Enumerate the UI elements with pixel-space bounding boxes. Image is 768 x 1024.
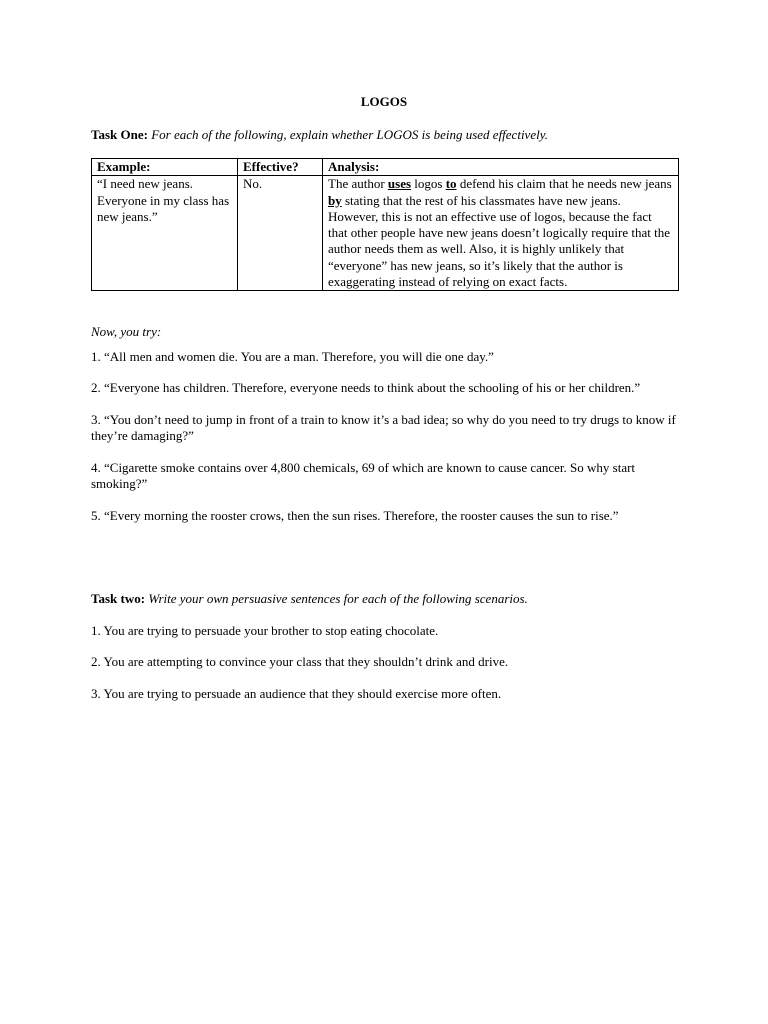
table-row (92, 176, 679, 291)
table-header-row (92, 159, 679, 176)
example-table (91, 158, 679, 291)
analysis-text: defend his claim that he needs new jeans (456, 176, 672, 192)
cell-example: “I need new jeans. Everyone in my class has new jeans.” (92, 176, 238, 291)
analysis-keyword-by: by (328, 192, 342, 208)
list-item: 5. “Every morning the rooster crows, then the sun rises. Therefore, the rooster causes the sun to rise.” (91, 508, 619, 523)
cell-analysis (323, 176, 679, 291)
task-one-instruction: For each of the following, explain whether LOGOS is being used effectively. (151, 127, 549, 142)
list-item: 2. You are attempting to convince your class that they shouldn’t drink and drive. (91, 654, 509, 669)
list-item: 3. You are trying to persuade an audience that they should exercise more often. (91, 686, 502, 701)
analysis-keyword-to: to (445, 176, 457, 192)
list-item: 1. You are trying to persuade your brother to stop eating chocolate. (91, 623, 439, 638)
task-two-instruction: Write your own persuasive sentences for each of the following scenarios. (148, 591, 528, 606)
cell-effective: No. (238, 176, 323, 291)
task-two-heading (91, 591, 528, 607)
page-title: LOGOS (360, 94, 408, 109)
analysis-text: logos (411, 176, 446, 192)
task-two-label: Task two: (91, 591, 146, 606)
task-one-heading (91, 127, 548, 143)
task-one-label: Task One: (91, 127, 148, 142)
list-item: 2. “Everyone has children. Therefore, everyone needs to think about the schooling of his or her children.” (91, 380, 641, 395)
header-effective: Effective? (238, 159, 323, 176)
list-item: 3. “You don’t need to jump in front of a train to know it’s a bad idea; so why do you need to try drugs to know if they’re damaging?” (91, 412, 676, 443)
header-example: Example: (92, 159, 238, 176)
analysis-keyword-uses: uses (387, 176, 412, 192)
header-analysis: Analysis: (323, 159, 679, 176)
list-item: 1. “All men and women die. You are a man. Therefore, you will die one day.” (91, 349, 494, 364)
analysis-text: stating that the rest of his classmates have new jeans. However, this is not an effective use of logos, because the fact that other people have new jeans doesn’t logically require that the author needs them as well. Also, it is highly unlikely that “everyone” has new jeans, so it’s likely that the author is exaggerating instead of relying on exact facts. (328, 192, 670, 290)
analysis-text: The author (328, 176, 388, 192)
now-you-try-heading: Now, you try: (91, 324, 162, 339)
list-item: 4. “Cigarette smoke contains over 4,800 chemicals, 69 of which are known to cause cancer. So why start smoking?” (91, 460, 636, 491)
